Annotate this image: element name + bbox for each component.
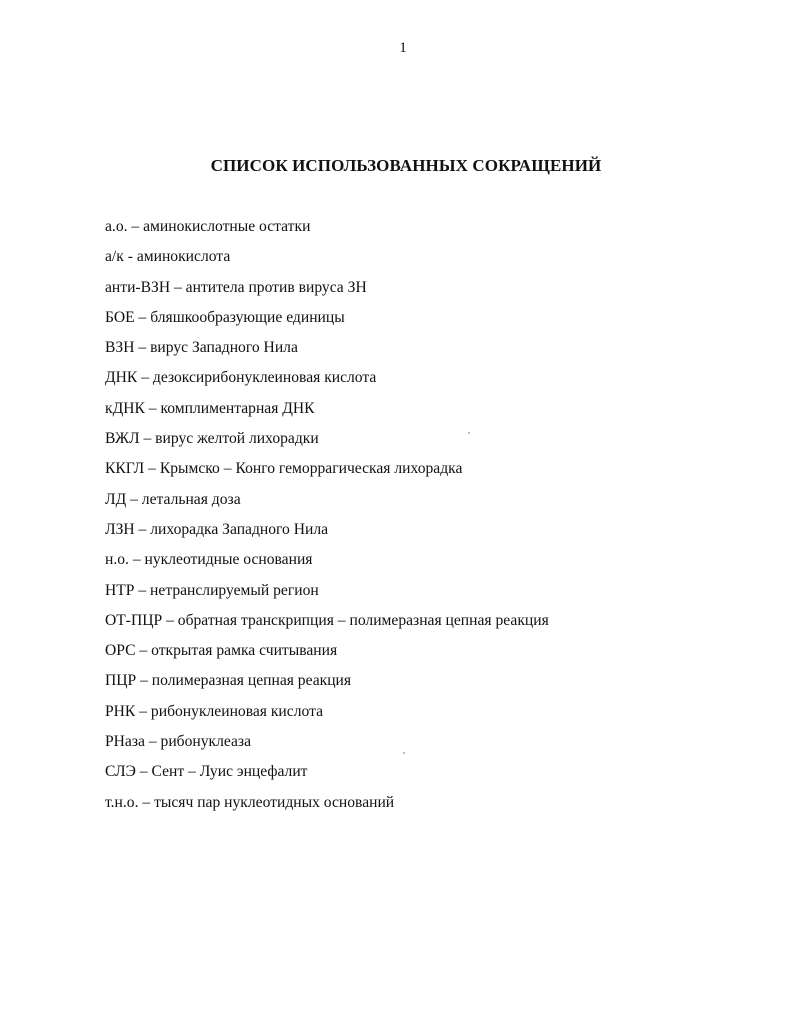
abbreviation-item: ОРС – открытая рамка считывания bbox=[105, 642, 338, 660]
abbreviation-item: ЛЗН – лихорадка Западного Нила bbox=[105, 520, 329, 538]
abbreviation-item: ОТ-ПЦР – обратная транскрипция – полимеразная цепная реакция bbox=[105, 611, 549, 629]
abbreviation-item: РНаза – рибонуклеаза bbox=[105, 733, 252, 751]
abbreviation-item: ЛД – летальная доза bbox=[105, 490, 241, 508]
page-number: 1 bbox=[399, 40, 407, 56]
scan-speck bbox=[403, 752, 405, 754]
abbreviation-item: ПЦР – полимеразная цепная реакция bbox=[105, 672, 352, 690]
abbreviation-item: т.н.о. – тысяч пар нуклеотидных оснований bbox=[105, 793, 395, 811]
abbreviation-item: ДНК – дезоксирибонуклеиновая кислота bbox=[105, 369, 377, 387]
abbreviation-item: анти-ВЗН – антитела против вируса ЗН bbox=[105, 278, 367, 296]
page-title: СПИСОК ИСПОЛЬЗОВАННЫХ СОКРАЩЕНИЙ bbox=[210, 156, 602, 175]
abbreviation-item: ВЗН – вирус Западного Нила bbox=[105, 339, 298, 357]
abbreviation-item: БОЕ – бляшкообразующие единицы bbox=[105, 308, 345, 326]
abbreviation-item: ККГЛ – Крымско – Конго геморрагическая лихорадка bbox=[105, 460, 463, 478]
abbreviation-item: НТР – нетранслируемый регион bbox=[105, 581, 319, 599]
abbreviation-item: РНК – рибонуклеиновая кислота bbox=[105, 702, 324, 720]
abbreviation-item: СЛЭ – Сент – Луис энцефалит bbox=[105, 763, 308, 781]
abbreviation-item: н.о. – нуклеотидные основания bbox=[105, 551, 313, 569]
abbreviation-item: а.о. – аминокислотные остатки bbox=[105, 218, 311, 235]
abbreviation-list bbox=[105, 216, 549, 822]
abbreviation-item: а/к - аминокислота bbox=[105, 248, 231, 266]
abbreviation-item: кДНК – комплиментарная ДНК bbox=[105, 399, 315, 417]
scan-speck bbox=[468, 432, 470, 434]
abbreviation-item: ВЖЛ – вирус желтой лихорадки bbox=[105, 430, 319, 448]
